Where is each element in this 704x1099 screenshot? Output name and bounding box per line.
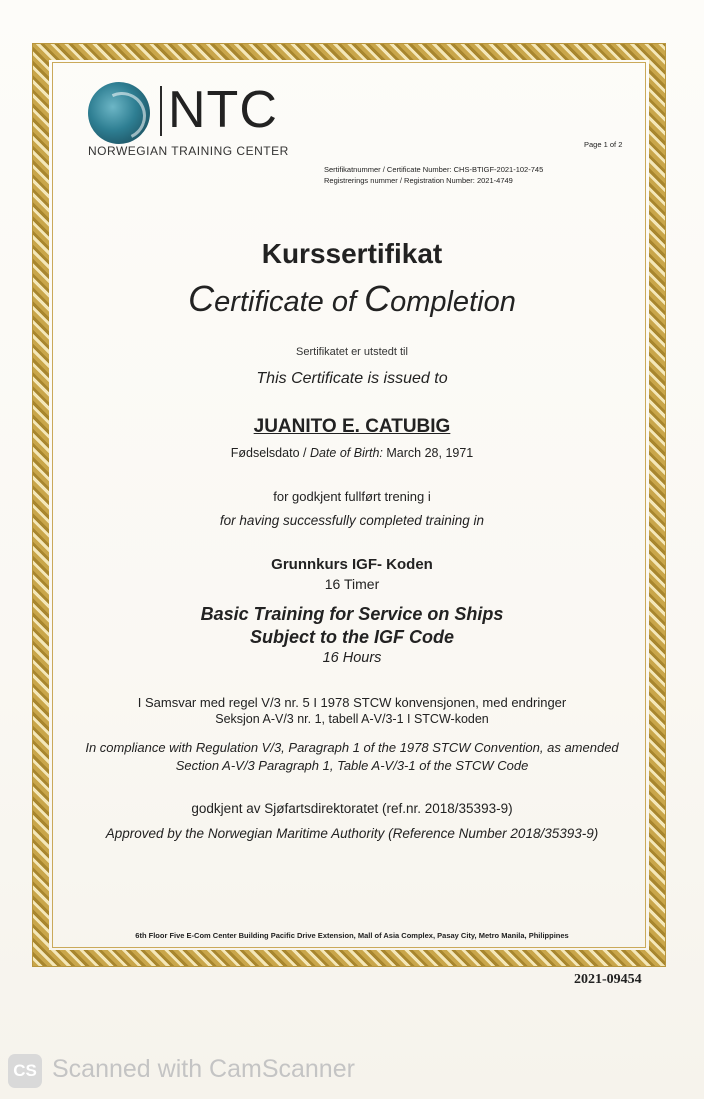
dob-label-english: Date of Birth: <box>309 446 383 460</box>
holder-name-text: JUANITO E. CATUBIG <box>253 416 451 437</box>
address-footer: 6th Floor Five E-Com Center Building Pacific Drive Extension, Mall of Asia Complex, Pasay City, Metro Manila, Philippines <box>135 931 569 940</box>
logo-subtitle: NORWEGIAN TRAINING CENTER <box>88 144 289 158</box>
certificate-numbers <box>324 164 543 186</box>
completed-english: for having successfully completed training in <box>219 513 485 528</box>
camscanner-icon: CS <box>8 1054 42 1088</box>
compliance-norwegian-line1: I Samsvar med regel V/3 nr. 5 I 1978 STCW konvensjonen, med endringer <box>137 695 567 710</box>
title-cap-c: C <box>188 278 215 319</box>
holder-name <box>60 416 644 438</box>
compliance-english-line2: Section A-V/3 Paragraph 1, Table A-V/3-1 of the STCW Code <box>175 758 529 773</box>
compliance-english-line1: In compliance with Regulation V/3, Paragraph 1 of the 1978 STCW Convention, as amended <box>85 740 619 755</box>
registration-number: Registrerings nummer / Registration Number: 2021-4749 <box>324 176 513 185</box>
logo-wordmark: NTC <box>168 81 278 139</box>
dob-value: March 28, 1971 <box>386 446 474 460</box>
course-english-line1: Basic Training for Service on Ships <box>200 604 504 624</box>
course-norwegian: Grunnkurs IGF- Koden <box>271 556 433 573</box>
title-cap-c2: C <box>364 278 391 319</box>
scanner-watermark: Scanned with CamScanner <box>52 1055 355 1083</box>
page-number: Page 1 of 2 <box>584 140 623 149</box>
issued-to-norwegian: Sertifikatet er utstedt til <box>296 346 408 358</box>
approved-english: Approved by the Norwegian Maritime Authority (Reference Number 2018/35393-9) <box>105 826 599 841</box>
title-english <box>60 278 644 320</box>
title-word-of: of <box>331 286 357 318</box>
ntc-logo <box>88 78 288 162</box>
approved-norwegian: godkjent av Sjøfartsdirektoratet (ref.nr. 2018/35393-9) <box>191 801 513 816</box>
serial-number: 2021-09454 <box>574 972 642 987</box>
compliance-norwegian-line2: Seksjon A-V/3 nr. 1, tabell A-V/3-1 I STCW-koden <box>215 712 489 726</box>
hours-english: 16 Hours <box>322 650 382 666</box>
title-word-certificate: ertificate <box>214 286 324 318</box>
dob-label-norwegian: Fødselsdato / <box>230 446 307 460</box>
hours-norwegian: 16 Timer <box>324 576 380 592</box>
date-of-birth <box>60 446 644 460</box>
course-english-line2: Subject to the IGF Code <box>249 627 454 647</box>
logo-divider <box>160 86 162 136</box>
issued-to-english: This Certificate is issued to <box>256 370 448 387</box>
completed-norwegian: for godkjent fullført trening i <box>273 489 431 504</box>
certificate-number: Sertifikatnummer / Certificate Number: CHS-BTIGF-2021-102-745 <box>324 165 544 174</box>
title-norwegian: Kurssertifikat <box>261 238 443 269</box>
title-word-completion: ompletion <box>390 286 516 318</box>
